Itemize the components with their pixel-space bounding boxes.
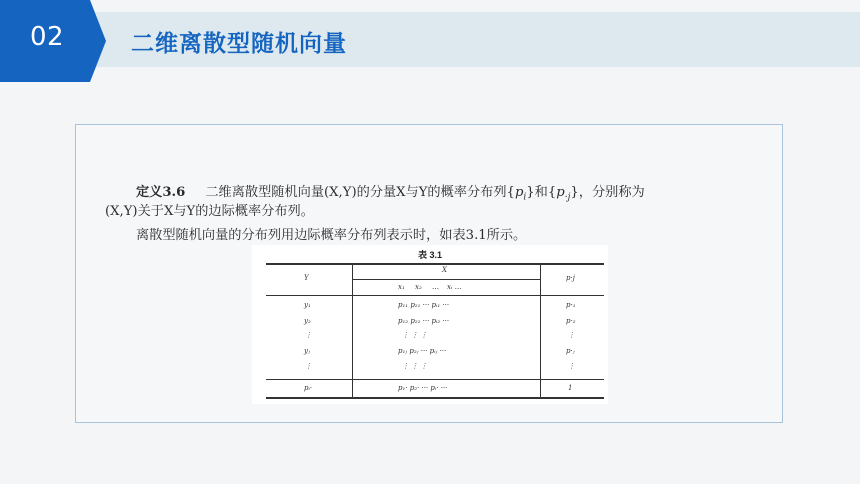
distribution-table (252, 245, 608, 404)
table-header-x: X (442, 266, 447, 274)
table-row-y: ⋮ (305, 362, 312, 370)
table-footer-y: pᵢ· (304, 384, 313, 392)
table-row-vals: ⋮ ⋮ ⋮ (402, 362, 428, 370)
table-row-y: y₂ (304, 317, 311, 325)
table-footer-p: 1 (568, 384, 573, 392)
table-row-p: p·ⱼ (566, 347, 575, 355)
table-row-y: yⱼ (304, 347, 310, 355)
definition-text-mid: }和{ (526, 185, 557, 200)
table-row-p: p·₂ (566, 317, 576, 325)
table-row-vals: p₁₂ p₂₂ ··· pᵢ₂ ··· (398, 317, 450, 325)
x-header-1: x₁ (398, 283, 405, 291)
table-footer-vals: p₁· p₂· ··· pᵢ· ··· (398, 384, 448, 392)
header-band (0, 12, 860, 67)
table-row-y: y₁ (304, 301, 311, 309)
table-header-pj: p·j (566, 274, 575, 282)
definition-label: 定义3.6 (136, 185, 186, 200)
content-box (75, 124, 783, 423)
table-row-p: ⋮ (568, 362, 575, 370)
x-header-4: xᵢ … (447, 283, 462, 291)
table-row-p: p·₁ (566, 301, 576, 309)
table-header-y: Y (304, 274, 309, 282)
x-header-2: x₂ (415, 283, 422, 291)
definition-line-2: (X,Y)关于X与Y的边际概率分布列。 (105, 204, 314, 219)
description-line: 离散型随机向量的分布列用边际概率分布列表示时，如表3.1所示。 (136, 228, 527, 243)
table-row-vals: ⋮ ⋮ ⋮ (402, 331, 428, 339)
table-title: 表 3.1 (417, 250, 442, 260)
x-header-3: … (432, 283, 439, 291)
table-row-y: ⋮ (305, 331, 312, 339)
definition-text-1: 二维离散型随机向量(X,Y)的分量X与Y的概率分布列{ (205, 185, 515, 200)
table-row-vals: p₁ⱼ p₂ⱼ ··· pᵢⱼ ··· (398, 347, 447, 355)
page-title: 二维离散型随机向量 (131, 31, 347, 57)
table-row-p: ⋮ (568, 331, 575, 339)
math-p-j: $p_{\cdot j}$ (556, 185, 571, 203)
definition-text-end: }，分别称为 (570, 185, 645, 200)
math-p-i: $p_i$ (514, 185, 527, 203)
section-number: 02 (30, 22, 65, 52)
table-row-vals: p₁₁ p₂₁ ··· pᵢ₁ ··· (398, 301, 450, 309)
